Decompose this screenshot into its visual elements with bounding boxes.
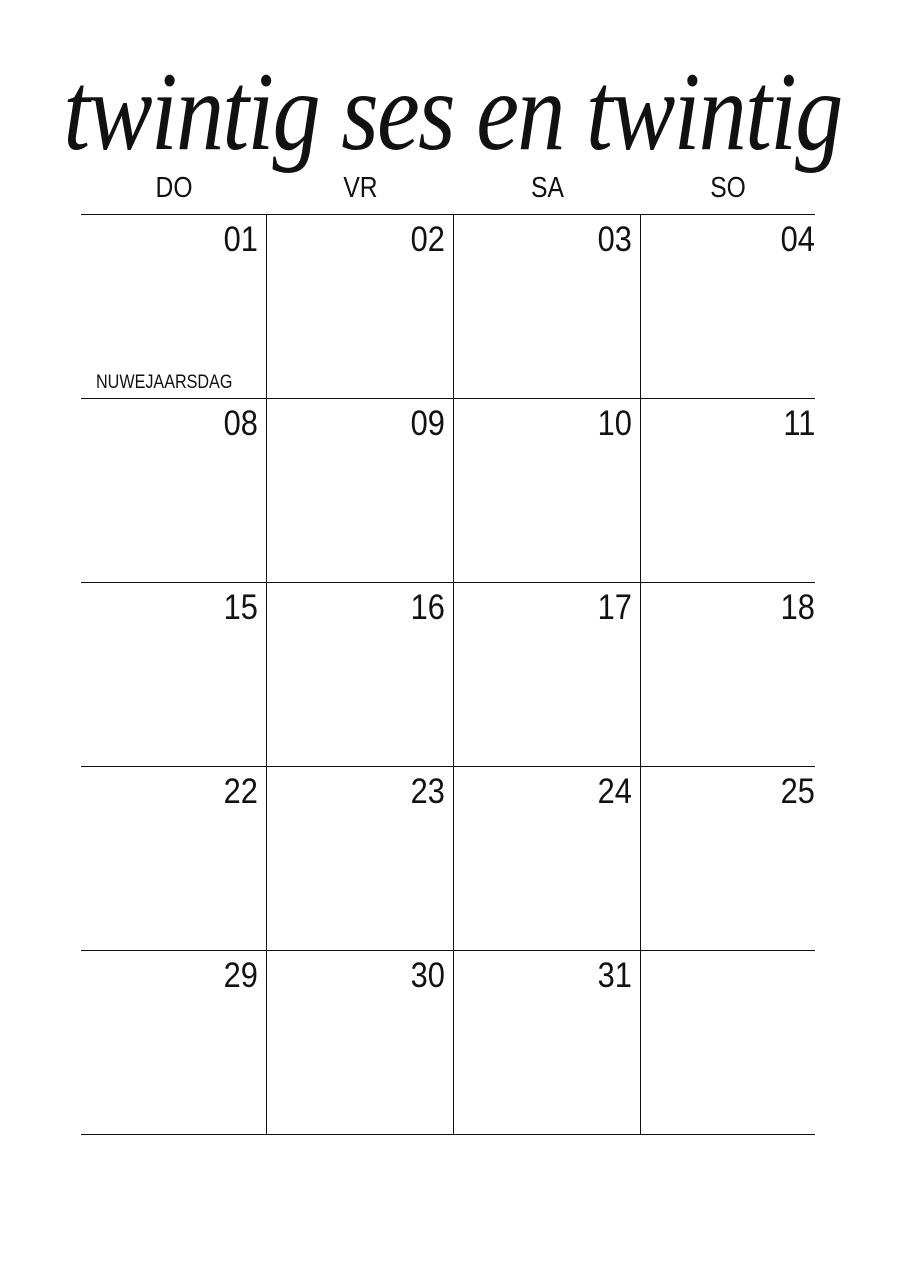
title-text: twintig ses en twintig xyxy=(63,50,842,174)
day-cell xyxy=(81,583,267,767)
day-cell xyxy=(641,399,815,583)
day-cell xyxy=(641,951,815,1135)
weekday-header xyxy=(81,170,815,206)
day-cell xyxy=(267,215,454,399)
day-cell xyxy=(267,767,454,951)
day-number: 11 xyxy=(783,404,815,443)
day-cell xyxy=(454,399,641,583)
weekday-label: VR xyxy=(343,172,378,204)
day-number: 01 xyxy=(223,220,258,259)
day-number: 09 xyxy=(410,404,445,443)
day-number: 10 xyxy=(597,404,632,443)
day-cell xyxy=(81,767,267,951)
day-number: 31 xyxy=(597,956,632,995)
day-cell xyxy=(81,399,267,583)
day-cell xyxy=(641,767,815,951)
day-cell xyxy=(267,399,454,583)
day-number: 22 xyxy=(223,772,258,811)
calendar-title xyxy=(0,52,905,172)
day-cell xyxy=(641,215,815,399)
day-cell xyxy=(267,951,454,1135)
day-cell xyxy=(267,583,454,767)
day-number: 04 xyxy=(780,220,815,259)
weekday-label: SO xyxy=(710,172,746,204)
day-cell xyxy=(81,215,267,399)
holiday-label: NUWEJAARSDAG xyxy=(96,372,233,393)
day-number: 15 xyxy=(223,588,258,627)
day-number: 23 xyxy=(410,772,445,811)
day-cell xyxy=(81,951,267,1135)
day-cell xyxy=(454,767,641,951)
weekday-label: SA xyxy=(531,172,564,204)
day-cell xyxy=(454,583,641,767)
day-number: 29 xyxy=(223,956,258,995)
weekday-label: DO xyxy=(155,172,193,204)
day-cell xyxy=(454,215,641,399)
day-number: 17 xyxy=(597,588,632,627)
day-number: 08 xyxy=(223,404,258,443)
day-cell xyxy=(454,951,641,1135)
day-cell xyxy=(641,583,815,767)
day-number: 24 xyxy=(597,772,632,811)
day-number: 18 xyxy=(780,588,815,627)
day-number: 25 xyxy=(780,772,815,811)
day-number: 02 xyxy=(410,220,445,259)
calendar-grid xyxy=(81,214,815,1135)
day-number: 30 xyxy=(410,956,445,995)
day-number: 03 xyxy=(597,220,632,259)
day-number: 16 xyxy=(410,588,445,627)
